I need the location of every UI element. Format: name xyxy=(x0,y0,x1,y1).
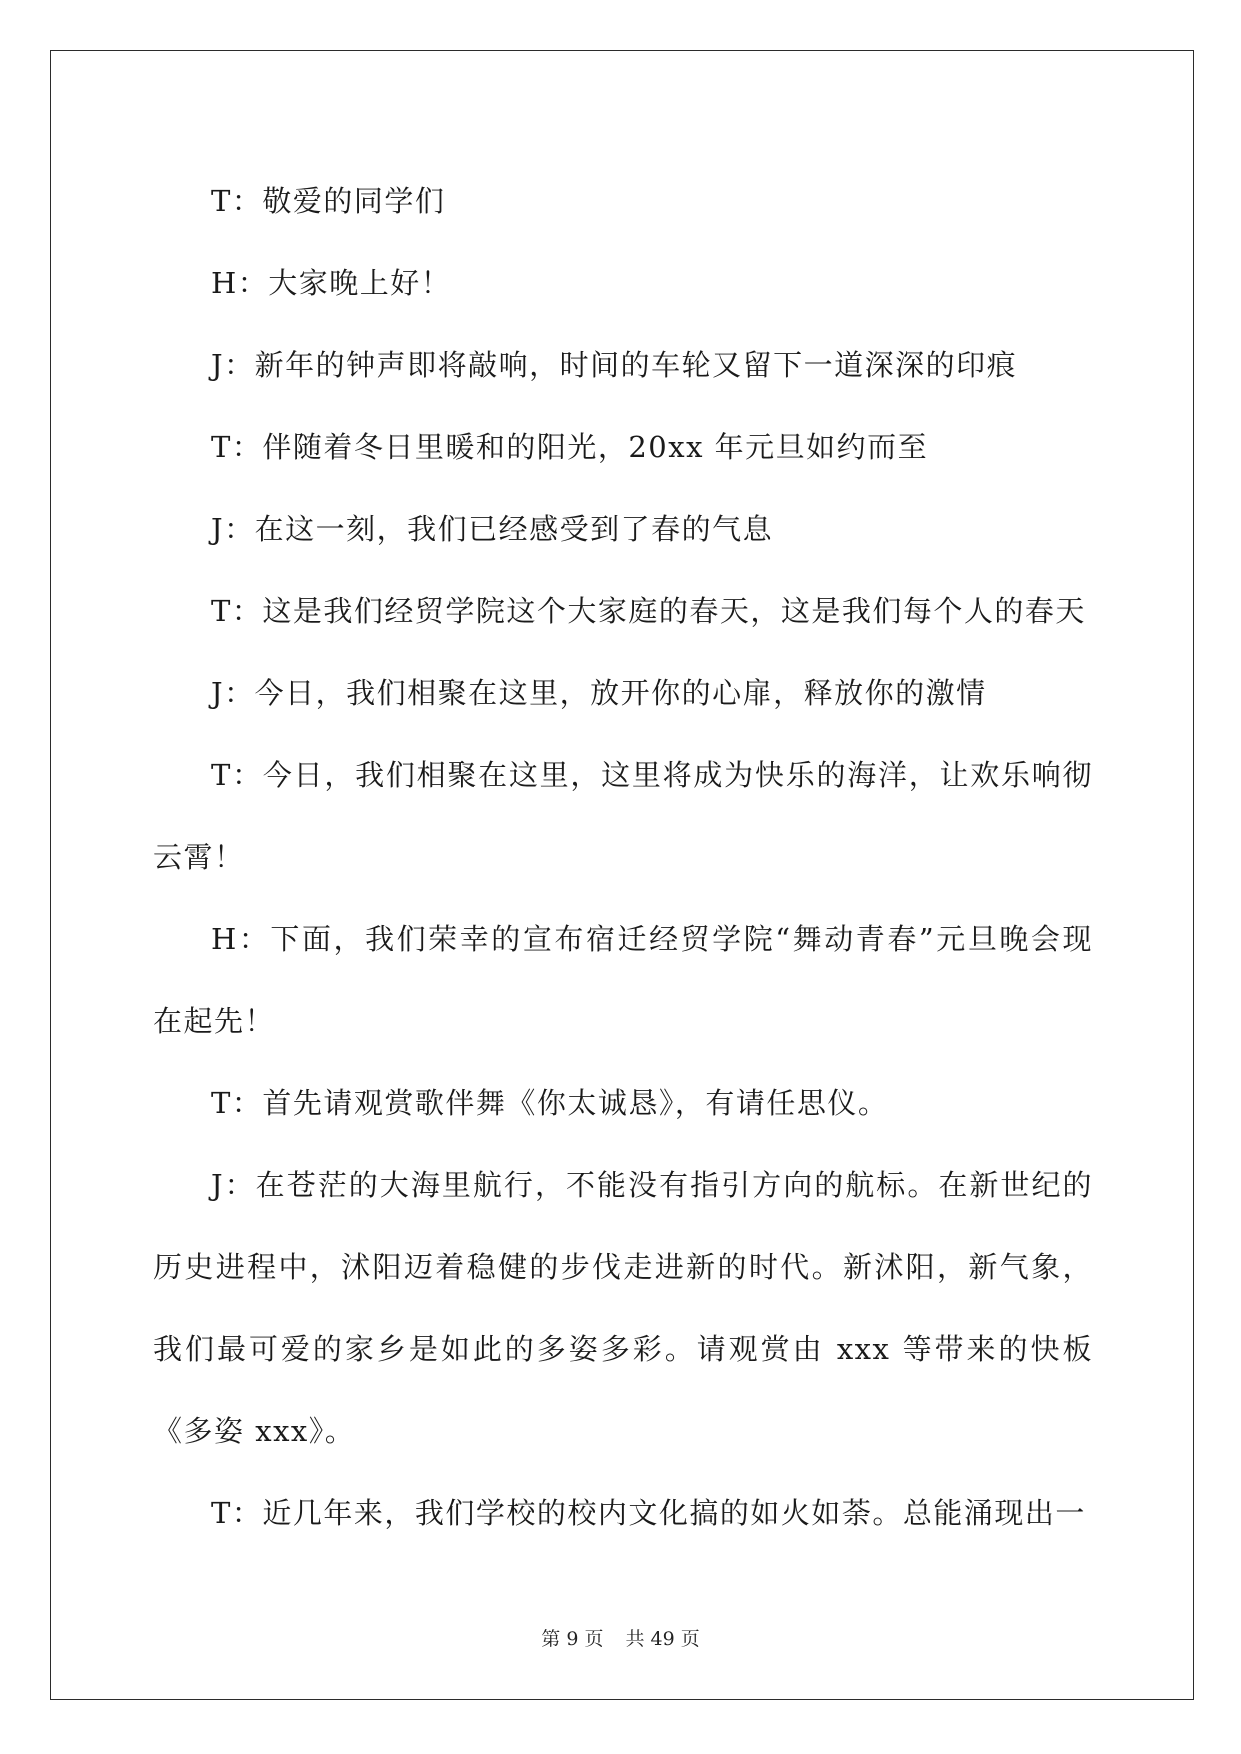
paragraph: J：在这一刻，我们已经感受到了春的气息 xyxy=(211,512,774,546)
paragraph: T：近几年来，我们学校的校内文化搞的如火如荼。总能涌现出一 xyxy=(211,1496,1086,1530)
page-footer xyxy=(0,1624,1241,1651)
page-number: 第 9 页 xyxy=(541,1628,604,1650)
paragraph: H：大家晚上好！ xyxy=(211,266,452,300)
paragraph: J：今日，我们相聚在这里，放开你的心扉，释放你的激情 xyxy=(211,676,987,710)
page-total: 共 49 页 xyxy=(625,1628,700,1650)
paragraph: T：伴随着冬日里暖和的阳光，20xx 年元旦如约而至 xyxy=(211,430,929,464)
document-body xyxy=(153,160,1093,1554)
paragraph: T：首先请观赏歌伴舞《你太诚恳》，有请任思仪。 xyxy=(211,1086,889,1120)
paragraph: T：今日，我们相聚在这里，这里将成为快乐的海洋，让欢乐响彻云霄！ xyxy=(153,758,1093,874)
paragraph: J：新年的钟声即将敲响，时间的车轮又留下一道深深的印痕 xyxy=(211,348,1018,382)
paragraph: H：下面，我们荣幸的宣布宿迁经贸学院“舞动青春”元旦晚会现在起先！ xyxy=(153,922,1093,1038)
paragraph: T：这是我们经贸学院这个大家庭的春天，这是我们每个人的春天 xyxy=(211,594,1086,628)
paragraph: J：在苍茫的大海里航行，不能没有指引方向的航标。在新世纪的历史进程中，沭阳迈着稳健的步伐走进新的时代。新沭阳，新气象，我们最可爱的家乡是如此的多姿多彩。请观赏由 xxx 等带来的快板《多姿 xxx》。 xyxy=(153,1168,1093,1448)
paragraph: T：敬爱的同学们 xyxy=(211,184,446,218)
